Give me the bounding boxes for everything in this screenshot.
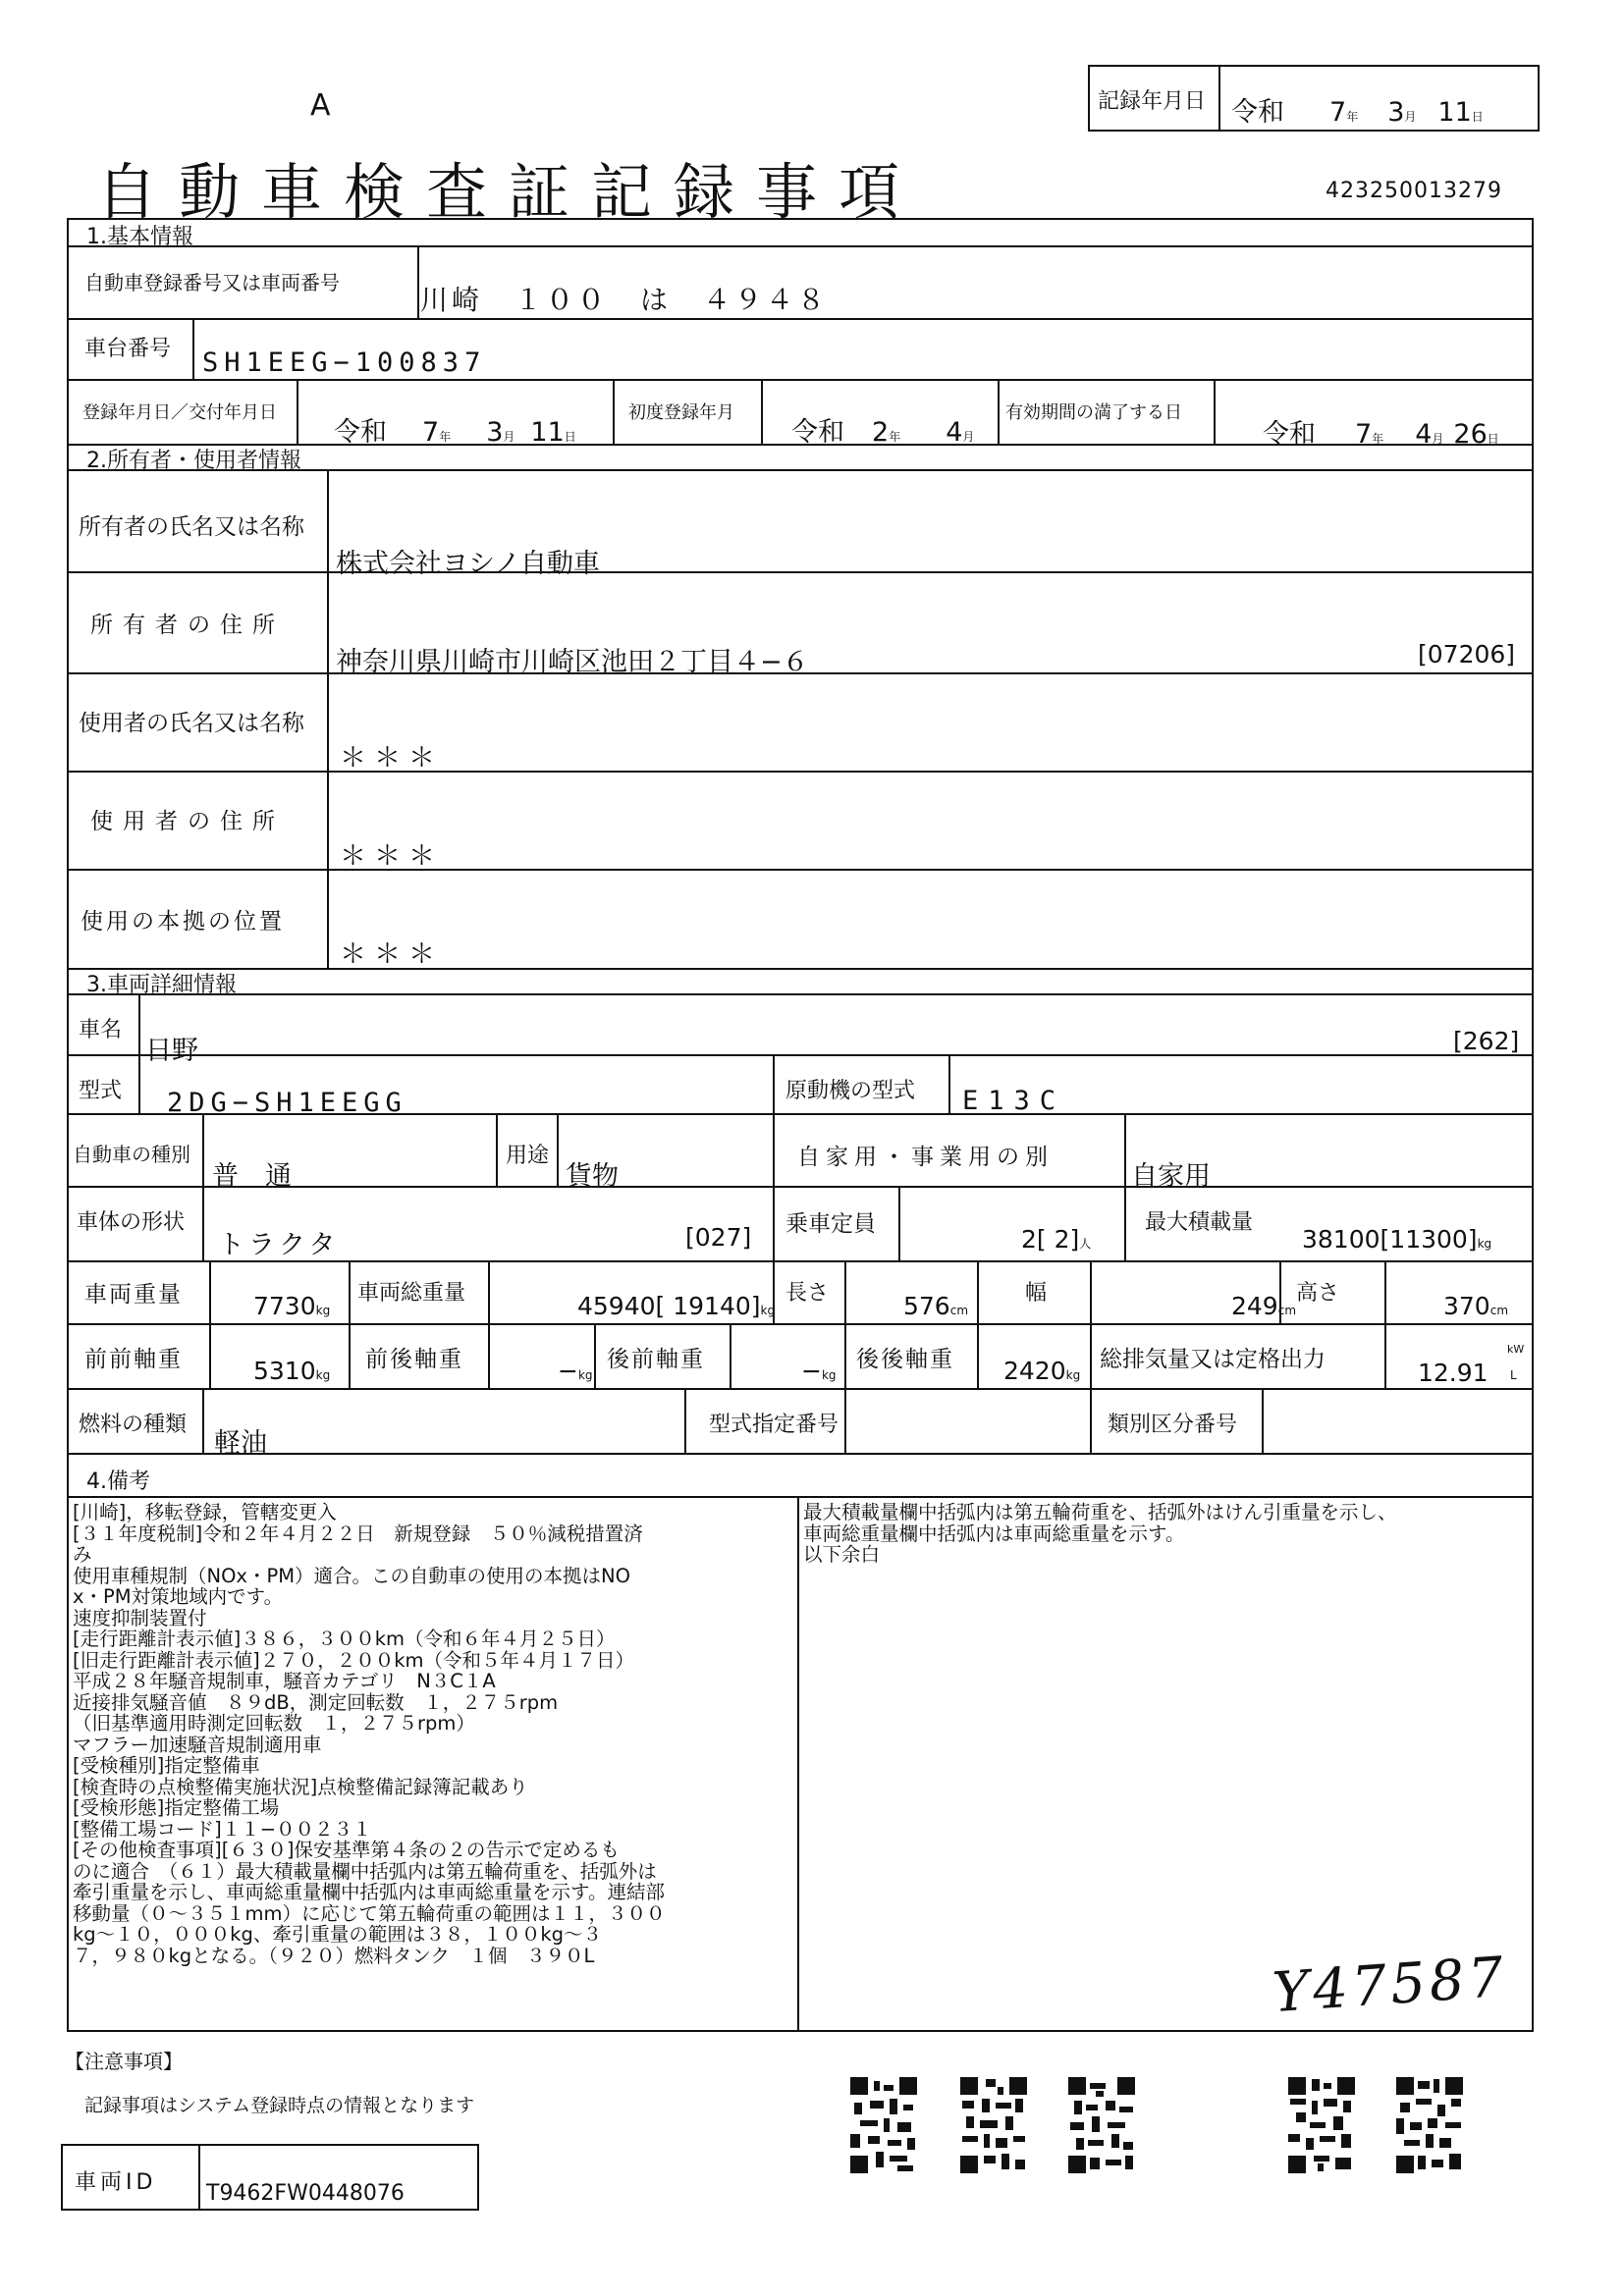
vehicle-id: T9462FW0448076	[206, 2181, 405, 2206]
divider	[977, 1260, 979, 1323]
divider	[67, 1113, 1534, 1115]
divider	[496, 1113, 498, 1186]
divider	[67, 379, 1534, 381]
divider	[67, 1496, 1534, 1498]
ff-axle: 5310kg	[253, 1357, 331, 1385]
record-date-label: 記録年月日	[1098, 89, 1207, 114]
user-name-label: 使用者の氏名又は名称	[79, 711, 304, 736]
chassis-label: 車台番号	[84, 337, 172, 361]
vehicle-name-label: 車名	[79, 1018, 123, 1042]
divider	[773, 1260, 775, 1323]
length: 576cm	[903, 1292, 969, 1320]
divider	[1279, 1260, 1281, 1323]
divider	[1090, 1388, 1092, 1453]
divider	[67, 1186, 1534, 1188]
use-label: 用途	[506, 1144, 550, 1168]
divider	[613, 379, 615, 444]
user-addr-label: 使用者の住所	[90, 809, 285, 834]
divider	[998, 379, 1000, 444]
divider	[349, 1323, 351, 1388]
business-label: 自家用・事業用の別	[797, 1145, 1054, 1170]
notes-title: 【注意事項】	[65, 2050, 183, 2073]
divider	[557, 1113, 559, 1186]
vehicle-name: 日野	[145, 1036, 198, 1066]
fuel-label: 燃料の種類	[79, 1413, 188, 1437]
divider	[138, 1054, 140, 1113]
reg-date: 令和 7年 3月 11日	[334, 417, 576, 448]
divider	[209, 1260, 211, 1323]
divider	[761, 379, 763, 444]
divider	[67, 993, 1534, 995]
top-letter: A	[310, 88, 331, 123]
engine-label: 原動機の型式	[785, 1079, 916, 1103]
divider	[844, 1388, 846, 1453]
divider	[67, 771, 1534, 773]
divider	[977, 1323, 979, 1388]
owner-addr: 神奈川県川崎市川崎区池田２丁目４−６	[336, 647, 809, 677]
divider	[67, 1323, 1534, 1325]
divider	[844, 1260, 846, 1323]
displacement-unit-l: L	[1510, 1368, 1517, 1382]
max-load-label: 最大積載量	[1145, 1210, 1254, 1235]
page-title: 自動車検査証記録事項	[96, 156, 922, 228]
width-label: 幅	[1025, 1281, 1048, 1306]
divider	[198, 2144, 200, 2211]
remarks-right: 最大積載量欄中括弧内は第五輪荷重を、括弧外はけん引重量を示し、 車両総重量欄中括弧内は車両総重量を示す。 以下余白	[803, 1501, 1397, 1566]
rr-axle-label: 後後軸重	[856, 1347, 954, 1372]
max-load: 38100[11300]kg	[1302, 1225, 1492, 1254]
divider	[349, 1260, 351, 1323]
divider	[684, 1388, 686, 1453]
engine: E13C	[962, 1086, 1066, 1116]
divider	[138, 993, 140, 1054]
section-owner-title: 2.所有者・使用者情報	[86, 449, 301, 473]
section-remarks-title: 4.備考	[86, 1469, 150, 1494]
reg-date-label: 登録年月日／交付年月日	[82, 402, 277, 423]
owner-addr-code: [07206]	[1418, 640, 1516, 668]
qr-code-5	[1396, 2077, 1463, 2173]
divider	[67, 469, 1534, 471]
fuel: 軽油	[214, 1428, 267, 1459]
length-label: 長さ	[785, 1281, 830, 1306]
divider	[297, 379, 298, 444]
displacement: 12.91	[1418, 1359, 1489, 1387]
divider	[730, 1323, 731, 1388]
divider	[1262, 1388, 1264, 1453]
reg-no: 川崎 １００ は ４９４８	[420, 284, 830, 316]
divider	[844, 1323, 846, 1388]
divider	[192, 318, 194, 379]
type-designation-label: 型式指定番号	[709, 1413, 839, 1437]
doc-number: 423250013279	[1326, 179, 1502, 203]
reg-no-label: 自動車登録番号又は車両番号	[84, 271, 340, 294]
height: 370cm	[1443, 1292, 1509, 1320]
user-name: ＊＊＊	[340, 743, 443, 774]
rf-axle: −kg	[801, 1357, 837, 1385]
divider	[209, 1323, 211, 1388]
divider	[202, 1186, 204, 1260]
chassis: SH1EEG−100837	[202, 347, 487, 378]
base: ＊＊＊	[340, 939, 443, 970]
width: 249cm	[1231, 1292, 1297, 1320]
owner-name: 株式会社ヨシノ自動車	[336, 549, 600, 579]
fr-axle-label: 前後軸重	[365, 1347, 463, 1372]
use: 貨物	[566, 1161, 619, 1192]
rr-axle: 2420kg	[1003, 1357, 1081, 1385]
capacity: 2[ 2]人	[1021, 1225, 1092, 1254]
qr-code-1	[850, 2077, 917, 2173]
divider	[67, 318, 1534, 320]
divider	[67, 245, 1534, 247]
owner-name-label: 所有者の氏名又は名称	[79, 514, 304, 540]
body-label: 車体の形状	[77, 1210, 186, 1235]
height-label: 高さ	[1296, 1281, 1340, 1306]
divider	[1384, 1260, 1386, 1323]
qr-code-3	[1068, 2077, 1135, 2173]
displacement-label: 総排気量又は定格出力	[1100, 1347, 1326, 1372]
divider	[1384, 1323, 1386, 1388]
divider	[797, 1496, 799, 2032]
kind-label: 自動車の種別	[73, 1143, 190, 1166]
divider	[1218, 65, 1220, 132]
section-vehicle-title: 3.車両詳細情報	[86, 973, 237, 997]
divider	[202, 1113, 204, 1186]
divider	[898, 1186, 900, 1260]
vehicle-name-code: [262]	[1453, 1027, 1520, 1055]
divider	[67, 869, 1534, 871]
class-label: 類別区分番号	[1108, 1413, 1238, 1437]
divider	[67, 968, 1534, 970]
expiry-label: 有効期間の満了する日	[1005, 402, 1182, 423]
vehicle-id-label: 車両ID	[75, 2170, 157, 2195]
expiry: 令和 7年 4月 26日	[1263, 419, 1499, 450]
ff-axle-label: 前前軸重	[84, 1347, 183, 1372]
divider	[488, 1260, 490, 1323]
kind: 普 通	[212, 1161, 292, 1192]
divider	[67, 672, 1534, 674]
first-reg-label: 初度登録年月	[628, 402, 734, 423]
divider	[67, 1453, 1534, 1455]
weight: 7730kg	[253, 1292, 331, 1320]
divider	[67, 1388, 1534, 1390]
model: 2DG−SH1EEGG	[167, 1088, 407, 1118]
owner-addr-label: 所有者の住所	[90, 613, 285, 638]
fr-axle: −kg	[558, 1357, 593, 1385]
divider	[773, 1054, 775, 1113]
divider	[67, 1260, 1534, 1262]
gross: 45940[ 19140]kg	[577, 1292, 776, 1320]
gross-label: 車両総重量	[357, 1281, 466, 1306]
divider	[327, 469, 329, 968]
section-basic-title: 1.基本情報	[86, 225, 193, 249]
divider	[1090, 1260, 1092, 1323]
divider	[417, 245, 419, 318]
handwritten-number: Y47587	[1271, 1945, 1510, 2026]
capacity-label: 乗車定員	[785, 1211, 876, 1237]
divider	[67, 1054, 1534, 1056]
divider	[773, 1186, 775, 1260]
divider	[1090, 1323, 1092, 1388]
displacement-unit-kw: kW	[1507, 1343, 1525, 1356]
business: 自家用	[1131, 1161, 1211, 1192]
qr-code-2	[960, 2077, 1027, 2173]
divider	[67, 571, 1534, 573]
divider	[948, 1054, 950, 1113]
divider	[488, 1323, 490, 1388]
divider	[1124, 1113, 1126, 1186]
qr-code-4	[1288, 2077, 1355, 2173]
divider	[594, 1323, 596, 1388]
record-date: 令和 7年 3月 11日	[1231, 97, 1484, 128]
base-label: 使用の本拠の位置	[81, 909, 285, 934]
divider	[773, 1113, 775, 1186]
body: トラクタ	[218, 1230, 340, 1260]
body-code: [027]	[685, 1223, 752, 1252]
first-reg: 令和 2年 4月	[791, 417, 975, 448]
weight-label: 車両重量	[84, 1282, 183, 1308]
notes-text: 記録事項はシステム登録時点の情報となります	[84, 2095, 475, 2116]
remarks-left: [川崎]，移転登録，管轄変更入 [３１年度税制]令和２年４月２２日 新規登録 ５０％減税措置済 み 使用車種規制（NOx・PM）適合。この自動車の使用の本拠はNO x・PM対策地域内です。 速度抑制装置付 [走行距離計表示値]３８６，３００km（令和６年４月２５日） [旧走行距離計表示値]２７０，２００km（令和５年４月１７日） 平成２８年騒音規制車，騒音カテゴリ N３C１A 近接排気騒音値 ８９dB，測定回転数 １，２７５rpm （旧基準適用時測定回転数 １，２７５rpm） マフラー加速騒音規制適用車 [受検種別]指定整備車 [検査時の点検整備実施状況]点検整備記録簿記載あり [受検形態]指定整備工場 [整備工場コード]１１−００２３１ [その他検査事項][６３０]保安基準第４条の２の告示で定めるも のに適合 （６１）最大積載量欄中括弧内は第五輪荷重を、括弧外は 牽引重量を示し、車両総重量欄中括弧内は車両総重量を示す。連結部 移動量（０〜３５１mm）に応じて第五輪荷重の範囲は１１，３００ kg〜１０，０００kg、牽引重量の範囲は３８，１００kg〜３ ７，９８０kgとなる。（９２０）燃料タンク １個 ３９０L	[73, 1501, 666, 1967]
user-addr: ＊＊＊	[340, 841, 443, 872]
divider	[202, 1388, 204, 1453]
divider	[1124, 1186, 1126, 1260]
model-label: 型式	[79, 1079, 123, 1103]
rf-axle-label: 後前軸重	[607, 1347, 705, 1372]
divider	[1214, 379, 1216, 444]
